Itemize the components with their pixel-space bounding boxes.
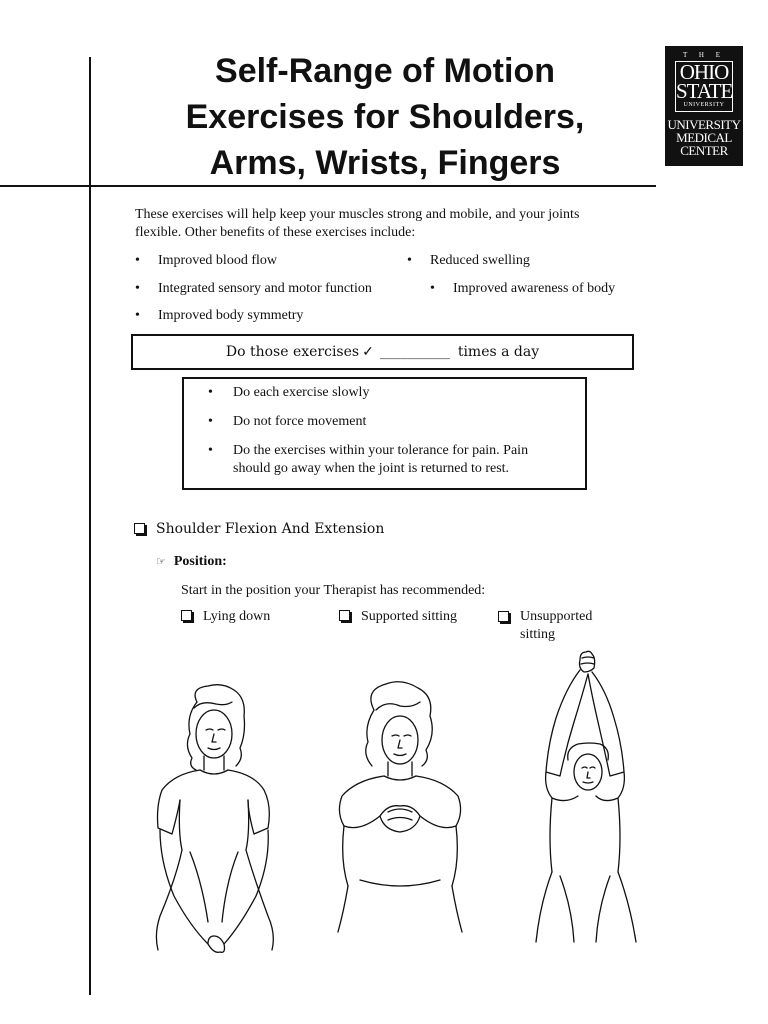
guidelines-box [182,377,587,490]
guideline-item [208,384,563,402]
benefit-label: Integrated sensory and motor function [158,281,372,296]
osu-medical-center-logo [665,46,743,166]
figure-arms-forward-icon [330,680,470,950]
logo-umc-line-2: MEDICAL [676,130,732,145]
benefit-item [135,252,277,270]
guideline-item [208,413,563,431]
bullet-icon: • [135,253,140,268]
position-instruction: Start in the position your Therapist has recommended: [181,583,486,598]
logo-umc [665,118,743,157]
logo-the: T H E [683,51,725,59]
page-title [120,48,650,186]
option-unsupported-sitting[interactable] [498,608,618,644]
guideline-text: Do the exercises within your tolerance for pain. Pain should go away when the joint is returned to rest. [233,443,529,476]
frequency-box [131,334,634,370]
logo-ohio: OHIO [679,60,729,84]
benefit-label: Improved blood flow [158,253,277,268]
bullet-icon: • [208,414,213,429]
benefit-label: Improved awareness of body [453,281,616,296]
checkbox-icon[interactable] [339,610,350,621]
title-line-2: Exercises for Shoulders, [185,98,585,136]
option-label: Unsupported sitting [520,609,593,642]
logo-umc-line-1: UNIVERSITY [667,117,741,132]
vertical-rule [89,57,91,995]
frequency-suffix: times a day [457,344,540,360]
logo-state: STATE [676,79,733,103]
logo-umc-line-3: CENTER [680,143,728,158]
bullet-icon: • [208,443,213,458]
frequency-prefix: Do those exercises [225,344,360,360]
benefit-item [135,307,303,325]
bullet-icon: • [430,281,435,296]
benefit-item [407,252,530,270]
section-title: Shoulder Flexion And Extension [156,521,385,537]
option-supported-sitting[interactable] [339,608,457,626]
position-label [156,554,227,570]
title-line-1: Self-Range of Motion [215,52,555,90]
bullet-icon: • [135,308,140,323]
title-line-3: Arms, Wrists, Fingers [209,144,561,182]
guideline-item [208,442,563,478]
benefit-item [135,280,372,298]
guideline-text: Do each exercise slowly [233,385,370,400]
benefit-label: Reduced swelling [430,253,530,268]
bullet-icon: • [407,253,412,268]
logo-university: UNIVERSITY [683,102,725,108]
pointing-hand-icon: ☞ [156,555,166,568]
figure-arms-down-icon [150,682,280,972]
bullet-icon: • [208,385,213,400]
checkbox-icon[interactable] [181,610,192,621]
bullet-icon: • [135,281,140,296]
intro-text: These exercises will help keep your muscles strong and mobile, and your joints flexible. Other benefits of these exercises include: [135,207,580,240]
benefit-item [430,280,615,298]
option-lying-down[interactable] [181,608,270,626]
section-heading [134,521,384,537]
figure-arms-overhead-icon [530,648,642,953]
checkbox-icon[interactable] [134,523,145,534]
position-text: Position: [173,554,227,569]
guideline-text: Do not force movement [233,414,367,429]
logo-osu-block [675,61,733,112]
checkbox-icon[interactable] [498,611,509,622]
option-label: Lying down [203,609,271,624]
check-icon: ✓ [362,344,374,360]
frequency-blank[interactable]: __________ [379,344,450,360]
benefit-label: Improved body symmetry [158,308,304,323]
option-label: Supported sitting [361,609,458,624]
